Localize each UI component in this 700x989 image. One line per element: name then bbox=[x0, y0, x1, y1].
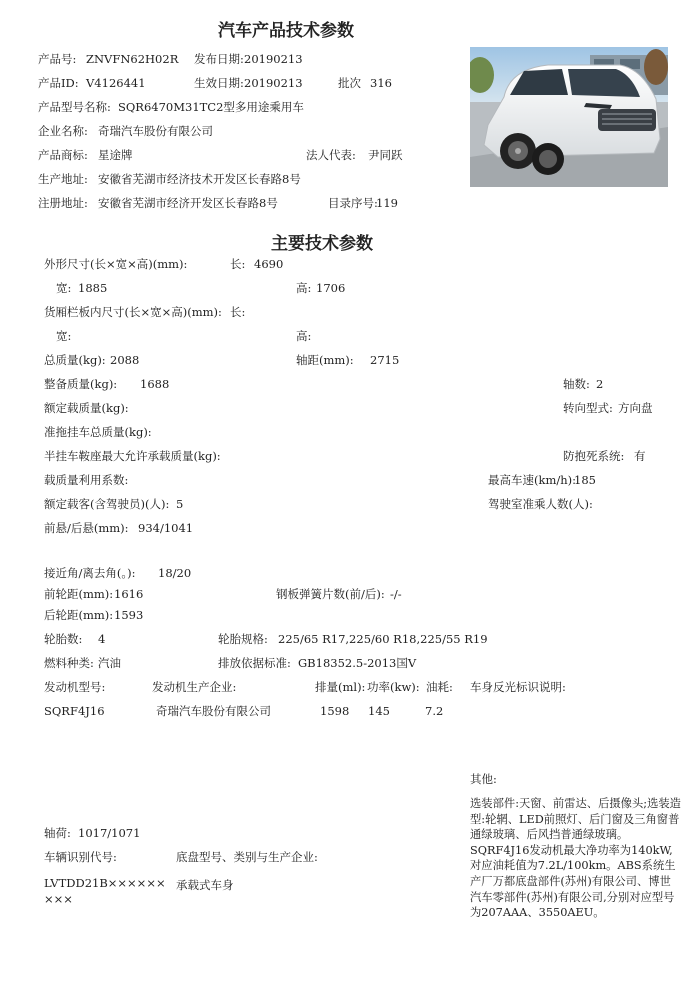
wheelbase-value: 2715 bbox=[370, 353, 400, 367]
fuel-label: 燃料种类: bbox=[44, 656, 94, 670]
product-no-label: 产品号: bbox=[38, 52, 77, 66]
gross-value: 2088 bbox=[110, 353, 140, 367]
axles-label: 轴数: bbox=[563, 377, 590, 391]
white-suv-photo bbox=[470, 47, 668, 187]
height-value: 1706 bbox=[316, 281, 346, 295]
abs-label: 防抱死系统: bbox=[563, 449, 625, 463]
vin-value-line1: LVTDD21B×××××× bbox=[44, 876, 166, 890]
other-label: 其他: bbox=[470, 772, 497, 786]
model-label: 产品型号名称: bbox=[38, 100, 111, 114]
company-label: 企业名称: bbox=[38, 124, 88, 138]
chassis-label: 底盘型号、类别与生产企业: bbox=[176, 850, 318, 864]
spring-value: -/- bbox=[390, 587, 402, 601]
publish-date-label: 发布日期: bbox=[194, 52, 244, 66]
cargo-label: 货厢栏板内尺寸(长×宽×高)(mm): bbox=[44, 305, 222, 319]
batch-label: 批次 bbox=[338, 76, 361, 90]
overhang-value: 934/1041 bbox=[138, 521, 194, 535]
steering-label: 转向型式: bbox=[563, 401, 613, 415]
engine-maker-value: 奇瑞汽车股份有限公司 bbox=[156, 704, 271, 718]
consumption-value: 7.2 bbox=[425, 704, 444, 718]
reg-addr: 安徽省芜湖市经济开发区长春路8号 bbox=[98, 196, 278, 210]
tires-value: 4 bbox=[98, 632, 106, 646]
wheelbase-label: 轴距(mm): bbox=[296, 353, 354, 367]
front-track-label: 前轮距(mm): bbox=[44, 587, 114, 601]
product-no: ZNVFN62H02R bbox=[86, 52, 179, 66]
cargo-height-label: 高: bbox=[296, 329, 312, 343]
rear-track-label: 后轮距(mm): bbox=[44, 608, 114, 622]
steering-value: 方向盘 bbox=[618, 401, 653, 415]
engine-maker-label: 发动机生产企业: bbox=[152, 680, 237, 694]
axle-load-value: 1017/1071 bbox=[78, 826, 141, 840]
catalog-label: 目录序号: bbox=[328, 196, 378, 210]
angle-value: 18/20 bbox=[158, 566, 192, 580]
displacement-label: 排量(ml): bbox=[315, 680, 366, 694]
cab-label: 驾驶室准乘人数(人): bbox=[488, 497, 593, 511]
vin-label: 车辆识别代号: bbox=[44, 850, 117, 864]
batch: 316 bbox=[370, 76, 392, 90]
company: 奇瑞汽车股份有限公司 bbox=[98, 124, 213, 138]
cargo-len-label: 长: bbox=[230, 305, 246, 319]
other-text: 选装部件:天窗、前雷达、后摄像头;选装造型:轮辋、LED前照灯、后门窗及三角窗普通绿玻璃、后风挡普通绿玻璃。SQRF4J16发动机最大净功率为140kW,对应油耗值为7.2L/100km。ABS系统生产厂万都底盘部件(苏州)有限公司、博世汽车零部件(苏州)有限公司,分别对应型号为207AAA、3550AEU。 bbox=[470, 797, 681, 920]
legal-rep: 尹同跃 bbox=[368, 148, 403, 162]
dims-label: 外形尺寸(长×宽×高)(mm): bbox=[44, 257, 188, 271]
legal-rep-label: 法人代表: bbox=[306, 148, 356, 162]
speed-label: 最高车速(km/h): bbox=[488, 473, 577, 487]
prod-addr-label: 生产地址: bbox=[38, 172, 88, 186]
page-title: 汽车产品技术参数 bbox=[218, 21, 354, 41]
reg-addr-label: 注册地址: bbox=[38, 196, 88, 210]
abs-value: 有 bbox=[634, 449, 646, 463]
brand-label: 产品商标: bbox=[38, 148, 88, 162]
cargo-width-label: 宽: bbox=[56, 329, 72, 343]
prod-addr: 安徽省芜湖市经济技术开发区长春路8号 bbox=[98, 172, 301, 186]
curb-label: 整备质量(kg): bbox=[44, 377, 118, 391]
util-label: 载质量利用系数: bbox=[44, 473, 129, 487]
rated-load-label: 额定载质量(kg): bbox=[44, 401, 129, 415]
speed-value: 185 bbox=[574, 473, 596, 487]
effective-date-label: 生效日期: bbox=[194, 76, 244, 90]
publish-date: 20190213 bbox=[244, 52, 303, 66]
len-label: 长: bbox=[230, 257, 246, 271]
model: SQR6470M31TC2型多用途乘用车 bbox=[118, 100, 304, 114]
passengers-value: 5 bbox=[176, 497, 184, 511]
product-id-label: 产品ID: bbox=[38, 76, 79, 90]
catalog: 119 bbox=[376, 196, 398, 210]
displacement-value: 1598 bbox=[320, 704, 350, 718]
semi-label: 半挂车鞍座最大允许承载质量(kg): bbox=[44, 449, 221, 463]
product-id: V4126441 bbox=[86, 76, 146, 90]
trailer-label: 准拖挂车总质量(kg): bbox=[44, 425, 152, 439]
overhang-label: 前悬/后悬(mm): bbox=[44, 521, 129, 535]
width-value: 1885 bbox=[78, 281, 108, 295]
reflective-label: 车身反光标识说明: bbox=[470, 680, 566, 694]
consumption-label: 油耗: bbox=[426, 680, 453, 694]
brand: 星途牌 bbox=[98, 148, 133, 162]
curb-value: 1688 bbox=[140, 377, 170, 391]
car-photo bbox=[470, 47, 668, 187]
axle-load-label: 轴荷: bbox=[44, 826, 71, 840]
vin-value-line2: ××× bbox=[44, 892, 73, 906]
engine-model-value: SQRF4J16 bbox=[44, 704, 105, 718]
front-track-value: 1616 bbox=[114, 587, 144, 601]
height-label: 高: bbox=[296, 281, 312, 295]
tire-spec-value: 225/65 R17,225/60 R18,225/55 R19 bbox=[278, 632, 488, 646]
tires-label: 轮胎数: bbox=[44, 632, 83, 646]
axles-value: 2 bbox=[596, 377, 604, 391]
section-title: 主要技术参数 bbox=[271, 234, 373, 254]
gross-label: 总质量(kg): bbox=[44, 353, 106, 367]
power-value: 145 bbox=[368, 704, 390, 718]
len-value: 4690 bbox=[254, 257, 284, 271]
effective-date: 20190213 bbox=[244, 76, 303, 90]
passengers-label: 额定载客(含驾驶员)(人): bbox=[44, 497, 170, 511]
power-label: 功率(kw): bbox=[367, 680, 420, 694]
tire-spec-label: 轮胎规格: bbox=[218, 632, 268, 646]
angle-label: 接近角/离去角(。): bbox=[44, 566, 136, 580]
width-label: 宽: bbox=[56, 281, 72, 295]
emission-value: GB18352.5-2013国Ⅴ bbox=[298, 656, 417, 670]
fuel-value: 汽油 bbox=[98, 656, 121, 670]
chassis-value: 承载式车身 bbox=[176, 878, 234, 892]
emission-label: 排放依据标准: bbox=[218, 656, 291, 670]
rear-track-value: 1593 bbox=[114, 608, 144, 622]
engine-model-label: 发动机型号: bbox=[44, 680, 106, 694]
spring-label: 钢板弹簧片数(前/后): bbox=[276, 587, 385, 601]
